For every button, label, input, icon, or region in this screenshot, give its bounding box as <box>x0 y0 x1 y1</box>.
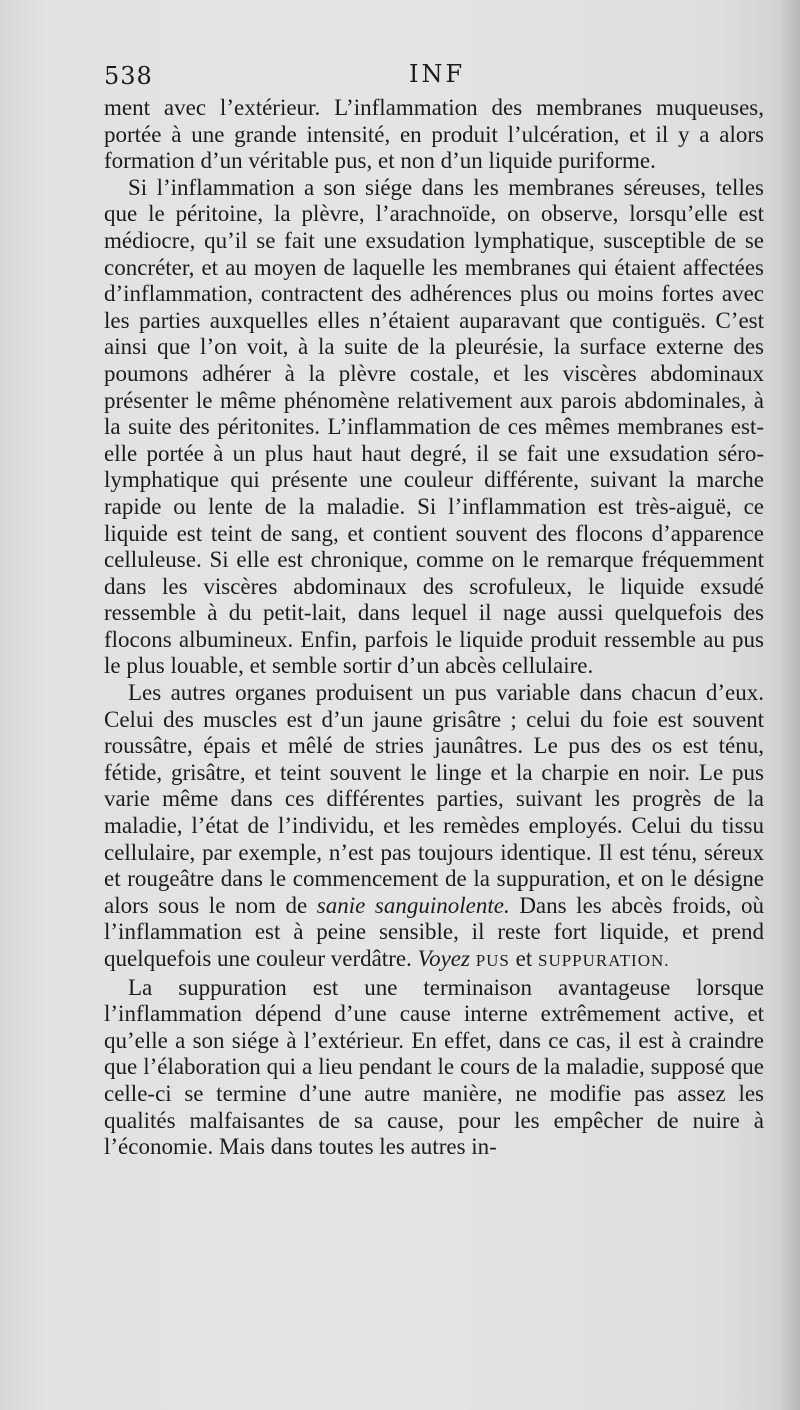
page-edge-shadow <box>778 0 800 1410</box>
running-head: INF <box>409 60 466 88</box>
paragraph-3 <box>104 680 764 975</box>
see-reference: Voyez <box>417 946 470 971</box>
italic-term: sanie sanguinolente. <box>316 892 510 918</box>
paragraph-1: ment avec l’extérieur. L’inflammation des membranes muqueuses, portée à une grande intensité, en produit l’ulcération, et il y a alors formation d’un véritable pus, et non d’un liquide puriforme. <box>104 95 764 174</box>
page-number: 538 <box>104 62 153 90</box>
paragraph-3-text-before: Les autres organes produisent un pus variable dans chacun d’eux. Celui des muscles est d’un jaune grisâtre ; celui du foie est souvent roussâtre, épais et mêlé de stries jaunâtres. Le pus des os est ténu, fétide, grisâtre, et teint souvent le linge et la charpie en noir. Le pus varie même dans ces différentes parties, suivant les progrès de la maladie, l’état de l’individu, et les remèdes employés. Celui du tissu cellulaire, par exemple, n’est pas toujours identique. Il est ténu, séreux et rougeâtre dans le commencement de la suppuration, et on le désigne alors sous le nom de <box>104 680 764 918</box>
paragraph-2: Si l’inflammation a son siége dans les membranes séreuses, telles que le péritoine, la plèvre, l’arachnoïde, on observe, lorsqu’elle est médiocre, qu’il se fait une exsudation lymphatique, susceptible de se concréter, et au moyen de laquelle les membranes qui étaient affectées d’inflammation, contractent des adhérences plus ou moins fortes avec les parties auxquelles elles n’étaient auparavant que contiguës. C’est ainsi que l’on voit, à la suite de la pleurésie, la surface externe des poumons adhérer à la plèvre costale, et les viscères abdominaux présenter le même phénomène relativement aux parois abdominales, à la suite des péritonites. L’inflammation de ces mêmes membranes est-elle portée à un plus haut haut degré, il se fait une exsudation séro-lymphatique qui présente une couleur différente, suivant la marche rapide ou lente de la maladie. Si l’inflammation est très-aiguë, ce liquide est teint de sang, et contient souvent des flocons d’apparence celluleuse. Si elle est chronique, comme on le remarque fréquemment dans les viscères abdominaux des scrofuleux, le liquide exsudé ressemble à du petit-lait, dans lequel il nage aussi quelquefois des flocons albumineux. Enfin, parfois le liquide produit ressemble au pus le plus louable, et semble sortir d’un abcès cellulaire. <box>104 174 764 679</box>
page-header <box>104 60 764 94</box>
cross-ref-pus: PUS <box>475 951 510 970</box>
paragraph-4: La suppuration est une terminaison avantageuse lorsque l’inflammation dépend d’une cause interne extrêmement active, et qu’elle a son siége à l’extérieur. En effet, dans ce cas, il est à craindre que l’élaboration qui a lieu pendant le cours de la maladie, supposé que celle-ci se termine d’une autre manière, ne modifie pas assez les qualités malfaisantes de sa cause, pour les empêcher de nuire à l’économie. Mais dans toutes les autres in- <box>104 974 764 1160</box>
cross-ref-suppuration: SUPPURATION. <box>538 951 670 970</box>
cross-ref-and: et <box>515 946 533 971</box>
body-text <box>104 95 764 1161</box>
paragraph-3-text-middle: Dans les abcès froids, où l’inflammation est à peine sensible, il reste fort liquide, et prend quelquefois une couleur verdâtre. <box>104 892 764 971</box>
